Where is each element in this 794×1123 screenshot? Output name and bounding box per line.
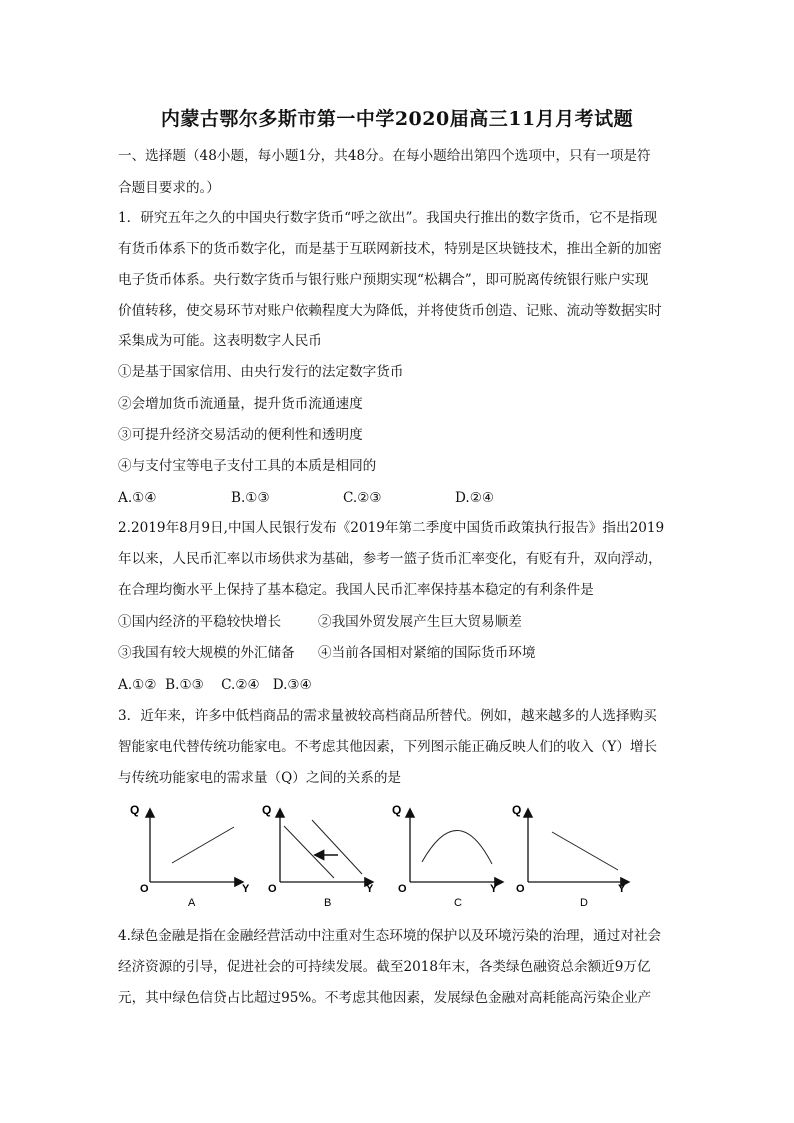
q4-stem-line: 经济资源的引导，促进社会的可持续发展。截至2018年末，各类绿色融资总余额近9万亿 <box>118 959 651 975</box>
q2-item: ②我国外贸发展产生巨大贸易顺差 <box>318 614 522 630</box>
q3-stem-line: 3．近年来，许多中低档商品的需求量被较高档商品所替代。例如，越来越多的人选择购买 <box>118 708 657 724</box>
q1-stem-line: 采集成为可能。这表明数字人民币 <box>118 333 322 349</box>
origin-label: O <box>268 883 277 895</box>
x-axis-label: Y <box>618 883 626 895</box>
q3-graphs <box>128 798 648 910</box>
graph-b <box>262 803 374 909</box>
q2-item: ④当前各国相对紧缩的国际货币环境 <box>318 645 536 661</box>
q2-stem-line: 2.2019年8月9日,中国人民银行发布《2019年第二季度中国货币政策执行报告》指出2019 <box>118 520 665 536</box>
q3-stem-line: 与传统功能家电的需求量（Q）之间的关系的是 <box>118 770 402 786</box>
y-axis-label: Q <box>512 803 522 817</box>
q1-stem-line: 1．研究五年之久的中国央行数字货币“呼之欲出”。我国央行推出的数字货币，它不是指现 <box>118 210 658 226</box>
q1-item: ②会增加货币流通量，提升货币流通速度 <box>118 396 363 412</box>
panel-label-a: A <box>188 897 196 909</box>
q4-stem-line: 4.绿色金融是指在金融经营活动中注重对生态环境的保护以及环境污染的治理，通过对社会 <box>118 928 662 944</box>
y-axis-label: Q <box>392 803 402 817</box>
panel-label-d: D <box>580 897 588 909</box>
x-axis-label: Y <box>366 883 374 895</box>
q1-item: ①是基于国家信用、由央行发行的法定数字货币 <box>118 364 404 380</box>
panel-label-c: C <box>454 897 462 909</box>
q2-stem-line: 在合理均衡水平上保持了基本稳定。我国人民币汇率保持基本稳定的有利条件是 <box>118 582 594 598</box>
q4-stem-line: 元，其中绿色信贷占比超过95%。不考虑其他因素，发展绿色金融对高耗能高污染企业产 <box>118 990 652 1006</box>
y-axis-label: Q <box>262 803 272 817</box>
x-axis-label: Y <box>490 883 498 895</box>
q3-graphs-svg <box>128 798 648 910</box>
q2-stem-line: 年以来，人民币汇率以市场供求为基础，参考一篮子货币汇率变化，有贬有升，双向浮动， <box>118 551 662 567</box>
graph-d <box>512 803 628 909</box>
q1-stem-line: 价值转移，使交易环节对账户依赖程度大为降低，并将使货币创造、记账、流动等数据实时 <box>118 303 662 319</box>
q1-choice-d: D.②④ <box>455 490 495 506</box>
q3-stem-line: 智能家电代替传统功能家电。不考虑其他因素，下列图示能正确反映人们的收入（Y）增长 <box>118 739 658 755</box>
origin-label: O <box>516 883 525 895</box>
q1-choice-b: B.①③ <box>231 490 270 506</box>
origin-label: O <box>398 883 407 895</box>
panel-label-b: B <box>324 897 332 909</box>
section-header-line: 合题目要求的。） <box>118 180 220 196</box>
q2-item: ③我国有较大规模的外汇储备 <box>118 645 295 661</box>
graph-c <box>392 803 502 909</box>
q1-choice-a: A.①④ <box>118 490 157 506</box>
section-header-line: 一、选择题（48小题，每小题1分，共48分。在每小题给出第四个选项中，只有一项是符 <box>118 148 651 164</box>
q1-item: ③可提升经济交易活动的便利性和透明度 <box>118 427 363 443</box>
page-title: 内蒙古鄂尔多斯市第一中学2020届高三11月月考试题 <box>160 108 634 130</box>
q1-item: ④与支付宝等电子支付工具的本质是相同的 <box>118 458 377 474</box>
origin-label: O <box>140 883 149 895</box>
q2-item: ①国内经济的平稳较快增长 <box>118 614 282 630</box>
q1-choice-c: C.②③ <box>343 490 382 506</box>
q2-choices: A.①② B.①③ C.②④ D.③④ <box>118 677 312 693</box>
q1-stem-line: 电子货币体系。央行数字货币与银行账户预期实现“松耦合”，即可脱离传统银行账户实现 <box>118 272 649 288</box>
q1-stem-line: 有货币体系下的货币数字化，而是基于互联网新技术，特别是区块链技术，推出全新的加密 <box>118 241 662 257</box>
graph-a <box>130 803 250 909</box>
y-axis-label: Q <box>130 803 140 817</box>
x-axis-label: Y <box>242 883 250 895</box>
